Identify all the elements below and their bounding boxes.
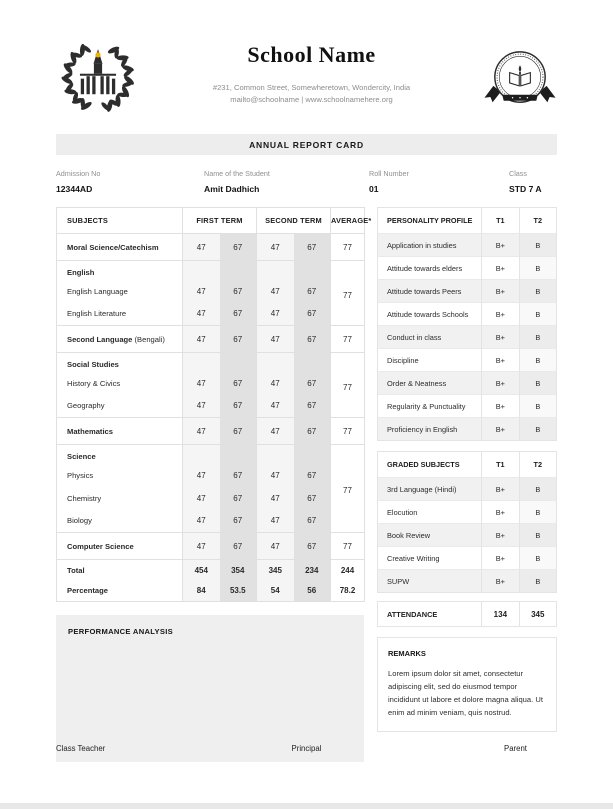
mark-cell: 47: [183, 464, 220, 487]
marks-table: [56, 207, 372, 602]
personality-row: [378, 326, 557, 349]
school-contact: mailto@schoolname | www.schoolnamehere.org: [230, 95, 393, 104]
mark-cell: 47: [257, 303, 294, 326]
personality-row: [378, 303, 557, 326]
mark-cell: 47: [257, 533, 294, 560]
average-cell: 77: [331, 234, 365, 261]
mark-cell: [220, 445, 257, 464]
subject-subrow: [57, 395, 365, 418]
mark-cell: 47: [183, 487, 220, 510]
personality-row-t2-grade: B: [519, 234, 556, 257]
graded-subject-row-t2-grade: B: [519, 501, 556, 524]
personality-row-t2-grade: B: [519, 257, 556, 280]
subject-row: [57, 234, 365, 261]
attendance-label: ATTENDANCE: [378, 602, 482, 627]
totals-row: [57, 560, 365, 581]
gold-dot: [95, 52, 100, 57]
mark-cell: 47: [183, 372, 220, 395]
mark-cell: 67: [294, 303, 331, 326]
graded-subject-row-t2-grade: B: [519, 570, 556, 593]
mark-cell: 47: [183, 418, 220, 445]
subject-group-row: [57, 261, 365, 280]
report-banner-title: ANNUAL REPORT CARD: [249, 139, 364, 150]
average-cell: 244: [331, 560, 365, 581]
subject-subrow: [57, 372, 365, 395]
subject-group-name: Social Studies: [57, 353, 183, 372]
graded-subject-row-t2-grade: B: [519, 478, 556, 501]
mark-cell: 345: [257, 560, 294, 581]
student-field-value: STD 7 A: [509, 184, 542, 194]
mark-cell: 84: [183, 581, 220, 602]
personality-row-t2-grade: B: [519, 326, 556, 349]
attendance-t1-value: 134: [482, 602, 519, 627]
mark-cell: 454: [183, 560, 220, 581]
graded-subject-row-label: Book Review: [378, 524, 482, 547]
school-address: #231, Common Street, Somewheretown, Wondercity, India: [212, 83, 411, 92]
mark-cell: 47: [183, 326, 220, 353]
mark-cell: 67: [294, 510, 331, 533]
totals-row: [57, 581, 365, 602]
subject-subrow: [57, 510, 365, 533]
remarks-title: REMARKS: [388, 649, 426, 658]
school-seal-icon: [483, 40, 557, 120]
graded-subject-row: [378, 547, 557, 570]
graded-subject-row-t2-grade: B: [519, 547, 556, 570]
attendance-row: [378, 602, 557, 627]
subject-row: [57, 326, 365, 353]
mark-cell: 67: [294, 533, 331, 560]
mark-cell: 47: [257, 510, 294, 533]
average-cell: 77: [331, 533, 365, 560]
average-cell: 77: [331, 445, 365, 533]
mark-cell: 67: [220, 280, 257, 303]
personality-row: [378, 349, 557, 372]
mark-cell: 47: [257, 464, 294, 487]
graded-subject-row-t1-grade: B+: [482, 524, 519, 547]
subject-subname: English Language: [57, 280, 183, 303]
mark-cell: 67: [220, 487, 257, 510]
mark-cell: [257, 261, 294, 280]
personality-row: [378, 234, 557, 257]
graded-subject-row-label: SUPW: [378, 570, 482, 593]
personality-row-t2-grade: B: [519, 280, 556, 303]
mark-cell: 67: [220, 464, 257, 487]
mark-cell: 67: [220, 510, 257, 533]
personality-row-label: Attitude towards Peers: [378, 280, 482, 303]
remarks-text: Lorem ipsum dolor sit amet, consectetur adipiscing elit, sed do eiusmod tempor incididunt ut labore et dolore magna aliqua. Ut enim ad minim veniam, quis nostrud.: [388, 669, 543, 717]
mark-cell: 47: [183, 280, 220, 303]
subject-group-row: [57, 445, 365, 464]
personality-row-label: Order & Neatness: [378, 372, 482, 395]
mark-cell: 47: [183, 303, 220, 326]
mark-cell: [183, 445, 220, 464]
graded-subject-row: [378, 478, 557, 501]
personality-row-t2-grade: B: [519, 372, 556, 395]
personality-row: [378, 395, 557, 418]
graded-col-t2: T2: [533, 460, 543, 469]
mark-cell: 67: [220, 533, 257, 560]
subject-name: Moral Science/Catechism: [57, 234, 183, 261]
mark-cell: [294, 353, 331, 372]
subject-row: [57, 418, 365, 445]
mark-cell: 47: [183, 533, 220, 560]
personality-row-t1-grade: B+: [482, 326, 519, 349]
attendance-t2-value: 345: [531, 609, 545, 619]
mark-cell: 234: [294, 560, 331, 581]
subject-subname: Geography: [57, 395, 183, 418]
personality-col-t2: T2: [533, 216, 543, 225]
subject-subrow: [57, 303, 365, 326]
student-field-admission-no: [56, 169, 204, 194]
mark-cell: 67: [294, 280, 331, 303]
mark-cell: 47: [257, 234, 294, 261]
personality-row-t2-grade: B: [519, 349, 556, 372]
mark-cell: [294, 261, 331, 280]
mark-cell: 47: [183, 395, 220, 418]
marks-header-average: AVERAGE*: [331, 216, 372, 225]
personality-row-label: Discipline: [378, 349, 482, 372]
mark-cell: 67: [220, 326, 257, 353]
mark-cell: 67: [294, 234, 331, 261]
graded-subjects-table: [377, 451, 557, 593]
mark-cell: [183, 261, 220, 280]
mark-cell: 47: [257, 372, 294, 395]
personality-row: [378, 372, 557, 395]
graded-subject-row-t1-grade: B+: [482, 478, 519, 501]
graded-subject-row-t1-grade: B+: [482, 570, 519, 593]
report-banner: [56, 134, 557, 155]
personality-row-t1-grade: B+: [482, 234, 519, 257]
mark-cell: 67: [220, 395, 257, 418]
subject-group-row: [57, 353, 365, 372]
average-cell: 78.2: [339, 586, 356, 596]
student-field-name-of-the-student: [204, 169, 369, 194]
student-field-value: Amit Dadhich: [204, 184, 260, 194]
student-field-label: Roll Number: [369, 169, 409, 178]
student-field-class: [509, 169, 557, 194]
graded-subject-row: [378, 524, 557, 547]
average-cell: 77: [331, 261, 365, 326]
personality-row-t1-grade: B+: [482, 280, 519, 303]
performance-analysis-box: [56, 615, 364, 762]
signature-row: [56, 744, 557, 753]
personality-row-t1-grade: B+: [482, 349, 519, 372]
personality-row-label: Attitude towards Schools: [378, 303, 482, 326]
personality-row-t1-grade: B+: [482, 372, 519, 395]
personality-row-t1-grade: B+: [482, 257, 519, 280]
mark-cell: 67: [294, 418, 331, 445]
personality-row-label: Regularity & Punctuality: [378, 395, 482, 418]
mark-cell: 67: [220, 303, 257, 326]
mark-cell: [257, 445, 294, 464]
graded-subject-row-label: Creative Writing: [378, 547, 482, 570]
mark-cell: 53.5: [220, 581, 257, 602]
personality-row-t2-grade: B: [519, 395, 556, 418]
school-logo-icon: [56, 36, 140, 118]
mark-cell: 67: [294, 487, 331, 510]
personality-row-t1-grade: B+: [482, 303, 519, 326]
personality-row-label: Conduct in class: [378, 326, 482, 349]
totals-label: Percentage: [57, 581, 183, 602]
mark-cell: 354: [220, 560, 257, 581]
subject-name: Second Language (Bengali): [57, 326, 183, 353]
graded-subject-row-label: 3rd Language (Hindi): [378, 478, 482, 501]
class-teacher-signature-label: Class Teacher: [56, 744, 106, 753]
page-edge: [0, 803, 613, 809]
mark-cell: 47: [257, 487, 294, 510]
marks-header-subjects: SUBJECTS: [57, 208, 183, 234]
personality-row-label: Application in studies: [378, 234, 482, 257]
marks-header-first-term: FIRST TERM: [183, 208, 257, 234]
mark-cell: 47: [183, 234, 220, 261]
subject-subname: Physics: [57, 464, 183, 487]
personality-row: [378, 257, 557, 280]
graded-subject-row: [378, 570, 557, 593]
personality-profile-table: [377, 207, 557, 441]
graded-subject-row: [378, 501, 557, 524]
mark-cell: [257, 353, 294, 372]
student-field-label: Class: [509, 169, 527, 178]
graded-col-t1: T1: [482, 452, 519, 478]
performance-analysis-title: PERFORMANCE ANALYSIS: [68, 627, 174, 636]
personality-row-label: Attitude towards elders: [378, 257, 482, 280]
student-field-label: Admission No: [56, 169, 101, 178]
mark-cell: 67: [294, 326, 331, 353]
subject-subname: History & Civics: [57, 372, 183, 395]
mark-cell: 67: [294, 372, 331, 395]
mark-cell: 54: [257, 581, 294, 602]
mark-cell: 67: [294, 464, 331, 487]
principal-signature-label: Principal: [291, 744, 322, 753]
personality-title: PERSONALITY PROFILE: [378, 208, 482, 234]
average-cell: 77: [331, 353, 365, 418]
school-name: School Name: [247, 42, 376, 67]
subject-name-suffix: (Bengali): [132, 334, 165, 344]
remarks-box: [377, 637, 557, 732]
mark-cell: 67: [220, 234, 257, 261]
student-field-value: 12344AD: [56, 184, 93, 194]
subject-subrow: [57, 280, 365, 303]
student-info: [56, 169, 557, 194]
graded-title: GRADED SUBJECTS: [378, 452, 482, 478]
mark-cell: 67: [220, 372, 257, 395]
mark-cell: 67: [220, 418, 257, 445]
personality-row-t2-grade: B: [519, 303, 556, 326]
mark-cell: 47: [257, 326, 294, 353]
mark-cell: [294, 445, 331, 464]
mark-cell: 47: [257, 280, 294, 303]
personality-row: [378, 280, 557, 303]
subject-subname: English Literature: [57, 303, 183, 326]
attendance-table: [377, 601, 557, 627]
student-field-roll-number: [369, 169, 509, 194]
graded-subject-row-t2-grade: B: [519, 524, 556, 547]
personality-row-t2-grade: B: [519, 418, 556, 441]
subject-group-name: English: [57, 261, 183, 280]
graded-subject-row-t1-grade: B+: [482, 547, 519, 570]
average-cell: 77: [331, 418, 365, 445]
mark-cell: 47: [257, 395, 294, 418]
personality-row-t1-grade: B+: [482, 395, 519, 418]
totals-label: Total: [57, 560, 183, 581]
mark-cell: [183, 353, 220, 372]
mark-cell: [220, 261, 257, 280]
parent-signature-label: Parent: [504, 744, 527, 753]
mark-cell: 47: [183, 510, 220, 533]
mark-cell: 56: [294, 581, 331, 602]
personality-row: [378, 418, 557, 441]
personality-row-t1-grade: B+: [482, 418, 519, 441]
marks-header-second-term: SECOND TERM: [257, 208, 331, 234]
graded-subject-row-label: Elocution: [378, 501, 482, 524]
subject-name: Mathematics: [57, 418, 183, 445]
personality-row-label: Proficiency in English: [378, 418, 482, 441]
subject-subrow: [57, 487, 365, 510]
subject-subrow: [57, 464, 365, 487]
average-cell: 77: [331, 326, 365, 353]
subject-name: Computer Science: [57, 533, 183, 560]
personality-col-t1: T1: [482, 208, 519, 234]
graded-subject-row-t1-grade: B+: [482, 501, 519, 524]
mark-cell: 67: [294, 395, 331, 418]
subject-subname: Biology: [57, 510, 183, 533]
student-field-label: Name of the Student: [204, 169, 270, 178]
mark-cell: 47: [257, 418, 294, 445]
subject-row: [57, 533, 365, 560]
header: [56, 36, 557, 120]
mark-cell: [220, 353, 257, 372]
student-field-value: 01: [369, 184, 379, 194]
subject-subname: Chemistry: [57, 487, 183, 510]
subject-group-name: Science: [57, 445, 183, 464]
